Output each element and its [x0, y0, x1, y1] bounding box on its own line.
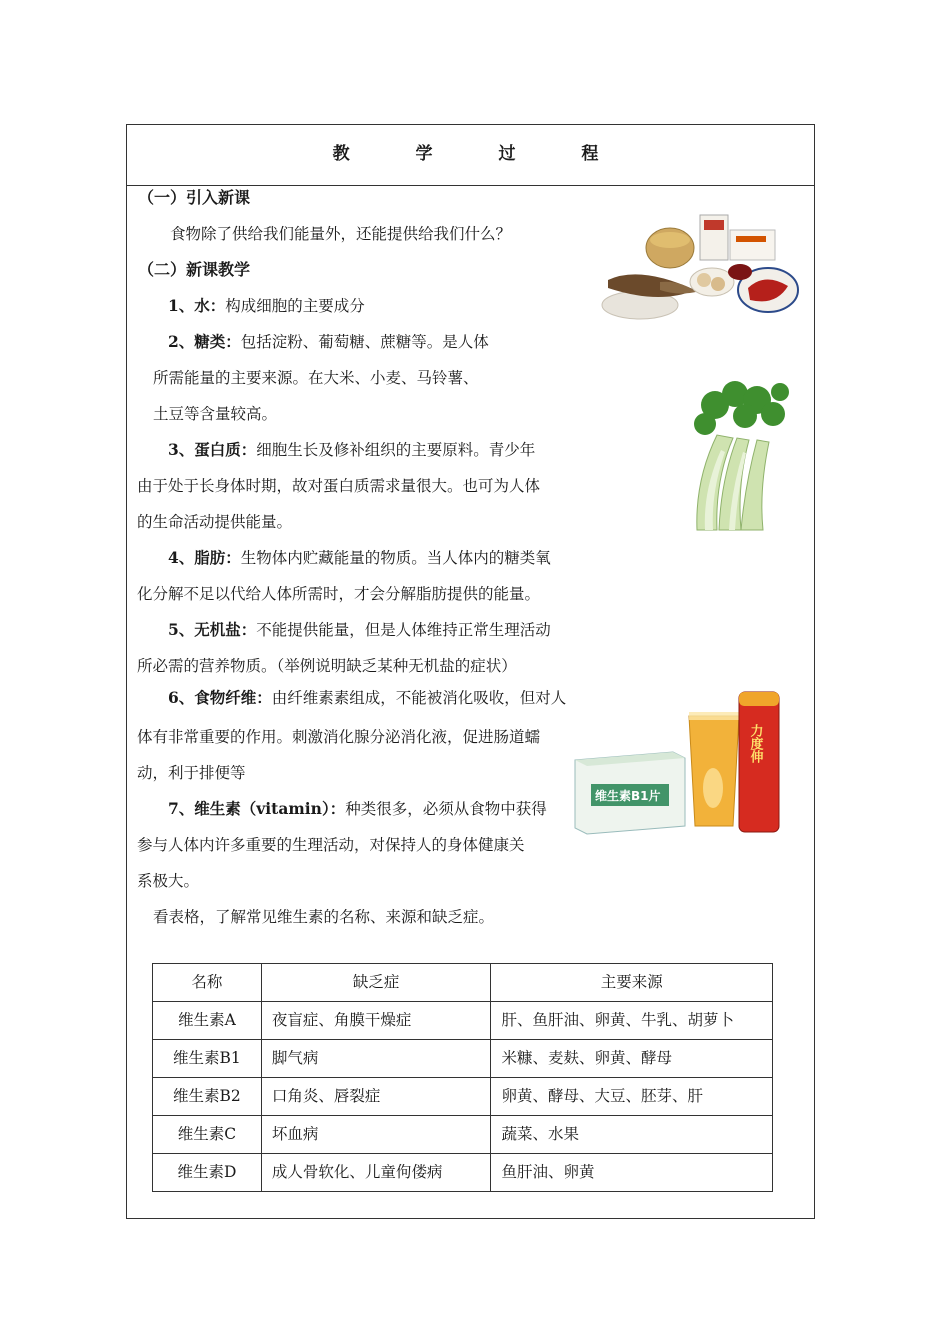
header-deficiency: 缺乏症 [261, 964, 491, 1002]
header-source: 主要来源 [491, 964, 773, 1002]
item-protein-line2: 由于处于长身体时期，故对蛋白质需求量很大。也可为人体 [137, 477, 541, 495]
item-vitamin-line3: 系极大。 [137, 872, 200, 890]
table-row [153, 1040, 773, 1078]
item-fiber: 6、食物纤维：由纤维素素组成，不能被消化吸收，但对人 [168, 688, 567, 707]
cell-deficiency: 夜盲症、角膜干燥症 [261, 1002, 491, 1040]
cell-name: 维生素B2 [153, 1078, 262, 1116]
item-vitamin-line2: 参与人体内许多重要的生理活动，对保持人的身体健康关 [137, 836, 525, 854]
header-name: 名称 [153, 964, 262, 1002]
food-photo [600, 210, 800, 330]
cell-deficiency: 口角炎、唇裂症 [261, 1078, 491, 1116]
item-fiber-line3: 动，利于排便等 [137, 764, 246, 782]
table-row [153, 1154, 773, 1192]
table-header-row [153, 964, 773, 1002]
cell-deficiency: 脚气病 [261, 1040, 491, 1078]
cell-deficiency: 坏血病 [261, 1116, 491, 1154]
page-title: 教 学 过 程 [332, 144, 629, 164]
table-row [153, 1078, 773, 1116]
vitamin-table [152, 963, 773, 1192]
table-row [153, 1002, 773, 1040]
item-sugar-line3: 土豆等含量较高。 [153, 405, 278, 423]
vitamin-box-label: 维生素B1片 [595, 789, 661, 803]
section2-heading: （二）新课教学 [138, 260, 251, 279]
cell-name: 维生素B1 [153, 1040, 262, 1078]
item-sugar-line2: 所需能量的主要来源。在大米、小麦、马铃薯、 [153, 369, 479, 387]
header-row [127, 125, 814, 186]
cell-source: 卵黄、酵母、大豆、胚芽、肝 [491, 1078, 773, 1116]
item-minerals-line2: 所必需的营养物质。（举例说明缺乏某种无机盐的症状） [137, 657, 517, 675]
item-minerals: 5、无机盐：不能提供能量，但是人体维持正常生理活动 [168, 620, 551, 639]
item-fat: 4、脂肪：生物体内贮藏能量的物质。当人体内的糖类氧 [168, 548, 551, 567]
item-sugar: 2、糖类：包括淀粉、葡萄糖、蔗糖等。是人体 [168, 332, 489, 351]
item-fiber-line2: 体有非常重要的作用。刺激消化腺分泌消化液，促进肠道蠕 [137, 728, 541, 746]
section1-heading: （一）引入新课 [138, 188, 251, 207]
celery-photo [685, 380, 795, 535]
cell-name: 维生素C [153, 1116, 262, 1154]
cell-source: 鱼肝油、卵黄 [491, 1154, 773, 1192]
table-row [153, 1116, 773, 1154]
cell-name: 维生素D [153, 1154, 262, 1192]
item-vitamin: 7、维生素（vitamin）：种类很多，必须从食物中获得 [168, 799, 547, 818]
vitamin-products-photo [573, 688, 785, 838]
item-water: 1、水：构成细胞的主要成分 [168, 296, 365, 315]
item-protein-line3: 的生命活动提供能量。 [137, 513, 293, 531]
intro-question: 食物除了供给我们能量外，还能提供给我们什么？ [170, 225, 512, 243]
cell-name: 维生素A [153, 1002, 262, 1040]
cell-deficiency: 成人骨软化、儿童佝偻病 [261, 1154, 491, 1192]
cell-source: 肝、鱼肝油、卵黄、牛乳、胡萝卜 [491, 1002, 773, 1040]
table-intro: 看表格，了解常见维生素的名称、来源和缺乏症。 [153, 908, 495, 926]
cell-source: 蔬菜、水果 [491, 1116, 773, 1154]
cell-source: 米糠、麦麸、卵黄、酵母 [491, 1040, 773, 1078]
item-fat-line2: 化分解不足以代给人体所需时，才会分解脂肪提供的能量。 [137, 585, 541, 603]
juice-tube-label: 力度伸 [747, 724, 763, 763]
item-protein: 3、蛋白质：细胞生长及修补组织的主要原料。青少年 [168, 440, 536, 459]
